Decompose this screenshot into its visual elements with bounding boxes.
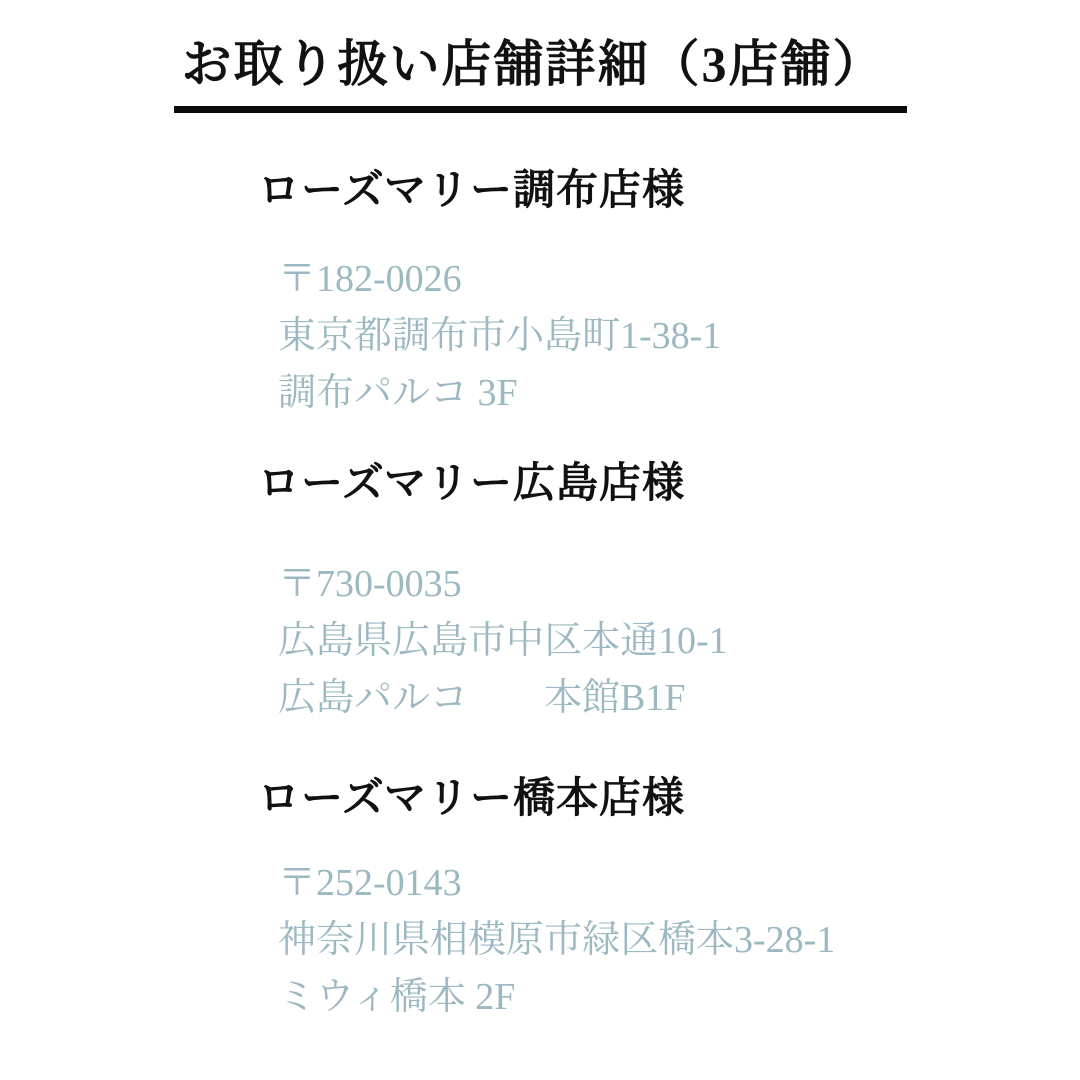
store-block-hashimoto bbox=[0, 773, 1080, 1026]
store-address-block bbox=[278, 251, 1080, 422]
postal-code: 〒252-0143 bbox=[278, 862, 462, 904]
store-name: ローズマリー調布店様 bbox=[258, 168, 686, 214]
address-line: 神奈川県相模原市緑区橋本3-28-1 bbox=[278, 919, 836, 961]
store-name: ローズマリー広島店様 bbox=[258, 461, 686, 507]
store-address-block bbox=[278, 855, 1080, 1026]
store-block-chofu bbox=[0, 165, 1080, 422]
store-name: ローズマリー橋本店様 bbox=[258, 776, 686, 822]
address-line: 広島県広島市中区本通10-1 bbox=[278, 620, 728, 662]
page-title: お取り扱い店舗詳細（3店舗） bbox=[174, 28, 907, 113]
postal-code: 〒730-0035 bbox=[278, 563, 462, 605]
floor-line: ミウィ橋本 2F bbox=[278, 976, 516, 1018]
postal-code: 〒182-0026 bbox=[278, 258, 462, 300]
address-line: 東京都調布市小島町1-38-1 bbox=[278, 315, 722, 357]
floor-line: 調布パルコ 3F bbox=[278, 372, 518, 414]
floor-line: 広島パルコ 本館B1F bbox=[278, 677, 686, 719]
store-address-block bbox=[278, 556, 1080, 727]
title-container bbox=[0, 0, 1080, 113]
store-block-hiroshima bbox=[0, 458, 1080, 727]
